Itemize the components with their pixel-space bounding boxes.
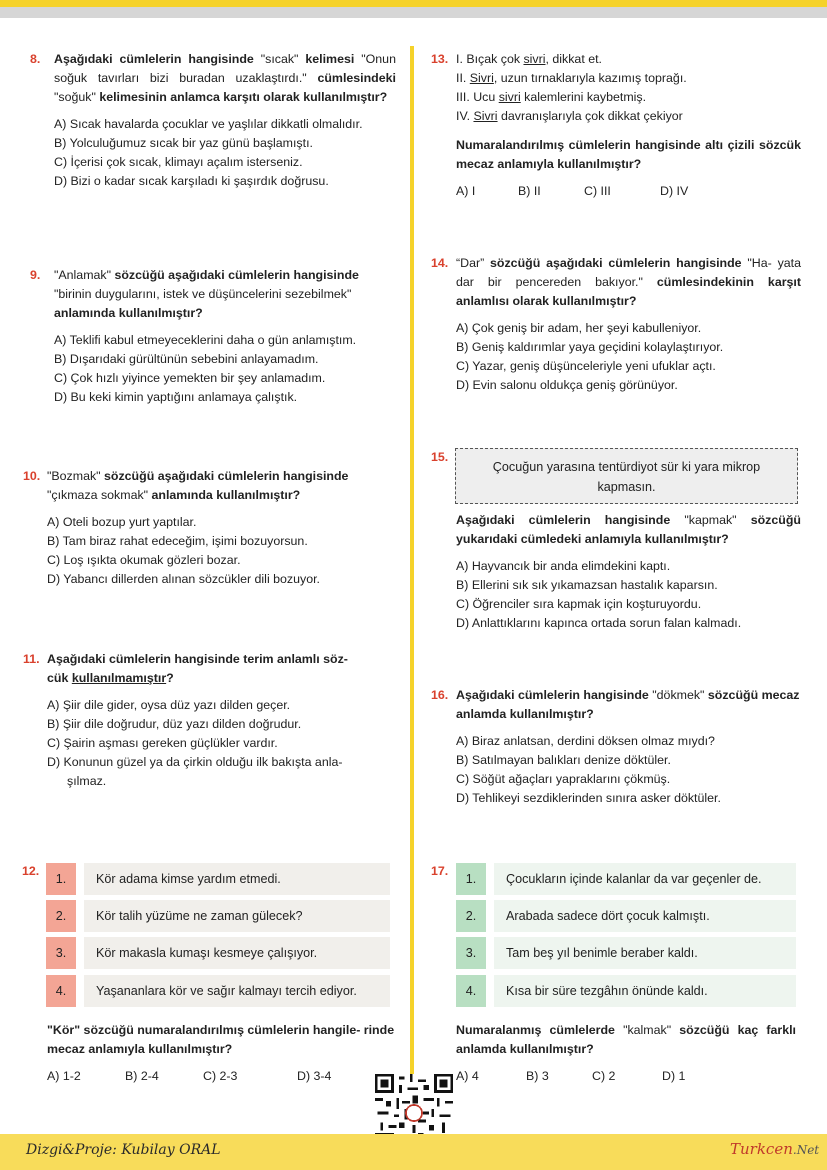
option-d[interactable]: D) Konunun güzel ya da çirkin olduğu ilk bakışta anla- [47, 755, 343, 769]
question-8 [30, 50, 396, 191]
option-c[interactable]: C) Öğrenciler sıra kapmak için koşturuyordu. [456, 597, 702, 611]
question-stem: "Kör" sözcüğü numaralandırılmış cümlelerin hangile- rinde mecaz anlamıyla kullanılmıştır? [47, 1023, 395, 1056]
question-17-number: 17. [431, 864, 449, 878]
column-divider [410, 46, 414, 1086]
question-number: 9. [30, 268, 41, 282]
option-b[interactable]: B) Dışarıdaki gürültünün sebebini anlayamadım. [54, 352, 319, 366]
option-d[interactable]: D) Anlattıklarını kapınca ortada sorun falan kalmadı. [456, 616, 742, 630]
option-c[interactable]: C) 2-3 [203, 1069, 238, 1083]
option-c[interactable]: C) Çok hızlı yiyince yemekten bir şey anlamadım. [54, 371, 326, 385]
question-15 [456, 511, 801, 633]
question-number: 8. [30, 52, 41, 66]
question-10 [23, 467, 396, 589]
question-15-number: 15. [431, 450, 449, 464]
option-a[interactable]: A) Sıcak havalarda çocuklar ve yaşlılar dikkatli olmalıdır. [54, 117, 363, 131]
question-stem: Aşağıdaki cümlelerin hangisinde terim anlamlı söz- cük kullanılmamıştır? [47, 652, 348, 685]
option-c[interactable]: C) 2 [592, 1069, 616, 1083]
brand-logo: Turkcen.Net [730, 1140, 820, 1158]
option-c[interactable]: C) İçerisi çok sıcak, klimayı açalım isterseniz. [54, 155, 303, 169]
option-d[interactable]: D) 3-4 [297, 1069, 332, 1083]
question-number: 14. [431, 256, 449, 270]
option-c[interactable]: C) Şairin aşması gereken güçlükler vardır. [47, 736, 278, 750]
option-a[interactable]: A) Biraz anlatsan, derdini döksen olmaz mıydı? [456, 734, 715, 748]
credit-text: Dizgi&Proje: Kubilay ORAL [26, 1142, 221, 1158]
question-number: 13. [431, 52, 449, 66]
option-d[interactable]: D) Bu keki kimin yaptığını anlamaya çalıştık. [54, 390, 298, 404]
quote-box: Çocuğun yarasına tentürdiyot sür ki yara mikrop kapmasın. [455, 448, 798, 504]
question-stem: “Dar” sözcüğü aşağıdaki cümlelerin hangisinde "Ha- yata dar bir pencereden bakıyor." cümlesindekinin karşıt anlamlısı olarak kullanılmıştır? [456, 256, 801, 308]
option-a[interactable]: A) Teklifi kabul etmeyeceklerini daha o gün anlamıştım. [54, 333, 357, 347]
option-a[interactable]: A) Hayvancık bir anda elimdekini kaptı. [456, 559, 671, 573]
option-b[interactable]: B) Şiir dile doğrudur, düz yazı dilden doğrudur. [47, 717, 302, 731]
question-stem: "Anlamak" sözcüğü aşağıdaki cümlelerin hangisinde "birinin duygularını, istek ve düşüncelerini sezebilmek" anlamında kullanılmıştır? [54, 268, 359, 320]
question-12-number: 12. [22, 864, 40, 878]
option-a[interactable]: A) Çok geniş bir adam, her şeyi kabulleniyor. [456, 321, 702, 335]
question-16 [431, 686, 801, 808]
question-stem: "Bozmak" sözcüğü aşağıdaki cümlelerin hangisinde "çıkmaza sokmak" anlamında kullanılmıştır? [47, 469, 349, 502]
question-number: 16. [431, 688, 449, 702]
question-stem: Numaralandırılmış cümlelerin hangisinde altı çizili sözcük mecaz anlamıyla kullanılmıştır? [456, 138, 801, 171]
roman-line-4: IV. Sivri davranışlarıyla çok dikkat çekiyor [456, 109, 683, 123]
option-b[interactable]: B) 2-4 [125, 1069, 159, 1083]
option-c[interactable]: C) Söğüt ağaçları yapraklarını çökmüş. [456, 772, 671, 786]
top-band [0, 0, 827, 18]
option-c[interactable]: C) Yazar, geniş düşünceleriyle yeni ufuklar açtı. [456, 359, 716, 373]
option-d[interactable]: D) IV [660, 184, 689, 198]
option-b[interactable]: B) 3 [526, 1069, 549, 1083]
option-b[interactable]: B) Geniş kaldırımlar yaya geçidini kolaylaştırıyor. [456, 340, 724, 354]
option-d[interactable]: D) Evin salonu oldukça geniş görünüyor. [456, 378, 678, 392]
question-9 [30, 266, 396, 407]
option-d[interactable]: D) Bizi o kadar sıcak karşıladı ki şaşırdık doğrusu. [54, 174, 329, 188]
option-d[interactable]: D) 1 [662, 1069, 686, 1083]
option-c[interactable]: C) III [584, 184, 611, 198]
option-b[interactable]: B) Yolculuğumuz sıcak bir yaz günü başlamıştı. [54, 136, 313, 150]
roman-line-3: III. Ucu sivri kalemlerini kaybetmiş. [456, 90, 647, 104]
question-stem: Aşağıdaki cümlelerin hangisinde "dökmek" sözcüğü mecaz anlamda kullanılmıştır? [456, 688, 800, 721]
roman-line-1: I. Bıçak çok sivri, dikkat et. [456, 52, 602, 66]
option-a[interactable]: A) Oteli bozup yurt yaptılar. [47, 515, 197, 529]
question-number: 10. [23, 469, 41, 483]
option-c[interactable]: C) Loş ışıkta okumak gözleri bozar. [47, 553, 241, 567]
option-b[interactable]: B) Satılmayan balıkları denize döktüler. [456, 753, 671, 767]
option-b[interactable]: B) Ellerini sık sık yıkamazsan hastalık kaparsın. [456, 578, 718, 592]
question-number: 11. [23, 652, 40, 666]
question-12-stem-block [47, 1021, 397, 1086]
option-a[interactable]: A) 1-2 [47, 1069, 81, 1083]
option-d-continued: şılmaz. [67, 774, 107, 788]
option-d[interactable]: D) Yabancı dillerden alınan sözcükler dili bozuyor. [47, 572, 320, 586]
option-a[interactable]: A) I [456, 184, 476, 198]
option-d[interactable]: D) Tehlikeyi sezdiklerinden sınıra asker döktüler. [456, 791, 721, 805]
question-stem: Numaralanmış cümlelerde "kalmak" sözcüğü kaç farklı anlamda kullanılmıştır? [456, 1023, 796, 1056]
question-stem: Aşağıdaki cümlelerin hangisinde "kapmak" sözcüğü yukarıdaki cümledeki anlamıyla kullanılmıştır? [456, 513, 801, 546]
option-b[interactable]: B) Tam biraz rahat edeceğim, işimi bozuyorsun. [47, 534, 308, 548]
question-11 [23, 650, 396, 791]
option-a[interactable]: A) Şiir dile gider, oysa düz yazı dilden geçer. [47, 698, 291, 712]
roman-line-2: II. Sivri, uzun tırnaklarıyla kazımış toprağı. [456, 71, 687, 85]
question-17-stem-block [456, 1021, 796, 1086]
question-stem: Aşağıdaki cümlelerin hangisinde "sıcak" kelimesi "Onun soğuk tavırları bizi buradan uzaklaştırdı." cümlesindeki "soğuk" kelimesinin anlamca karşıtı olarak kullanılmıştır? [54, 52, 396, 104]
option-a[interactable]: A) 4 [456, 1069, 479, 1083]
question-14 [431, 254, 801, 395]
option-b[interactable]: B) II [518, 184, 541, 198]
question-13 [431, 50, 801, 201]
